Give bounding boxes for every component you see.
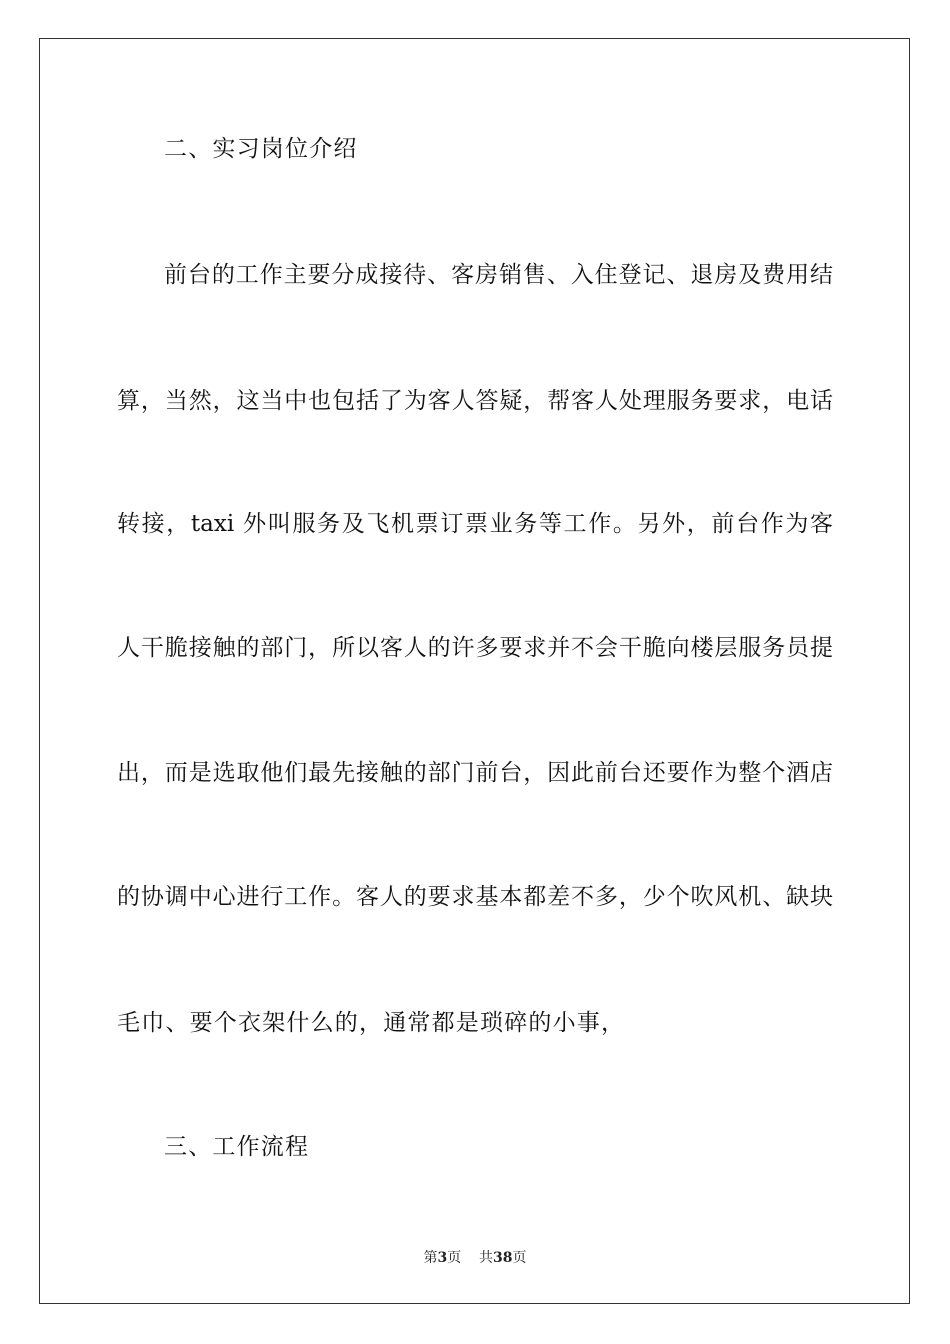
total-suffix: 页 <box>512 1250 527 1266</box>
page-footer <box>0 1249 950 1267</box>
page-suffix: 页 <box>447 1250 462 1266</box>
paragraph-line-6: 的协调中心进行工作。客人的要求基本都差不多，少个吹风机、缺块 <box>117 884 833 910</box>
total-pages: 38 <box>493 1250 513 1266</box>
section-heading-3: 三、工作流程 <box>164 1134 310 1160</box>
paragraph-line-2: 算，当然，这当中也包括了为客人答疑，帮客人处理服务要求，电话 <box>117 388 833 414</box>
paragraph-line-1: 前台的工作主要分成接待、客房销售、入住登记、退房及费用结 <box>164 262 833 288</box>
page-number: 3 <box>437 1250 448 1266</box>
paragraph-line-3: 转接，taxi 外叫服务及飞机票订票业务等工作。另外，前台作为客 <box>117 511 833 537</box>
total-prefix: 共 <box>479 1250 494 1266</box>
paragraph-line-5: 出，而是选取他们最先接触的部门前台，因此前台还要作为整个酒店 <box>117 760 833 786</box>
page-border <box>39 38 910 1304</box>
section-heading-2: 二、实习岗位介绍 <box>164 136 358 162</box>
paragraph-line-7: 毛巾、要个衣架什么的，通常都是琐碎的小事， <box>117 1010 626 1036</box>
page-prefix: 第 <box>423 1250 438 1266</box>
paragraph-line-4: 人干脆接触的部门，所以客人的许多要求并不会干脆向楼层服务员提 <box>117 635 833 661</box>
